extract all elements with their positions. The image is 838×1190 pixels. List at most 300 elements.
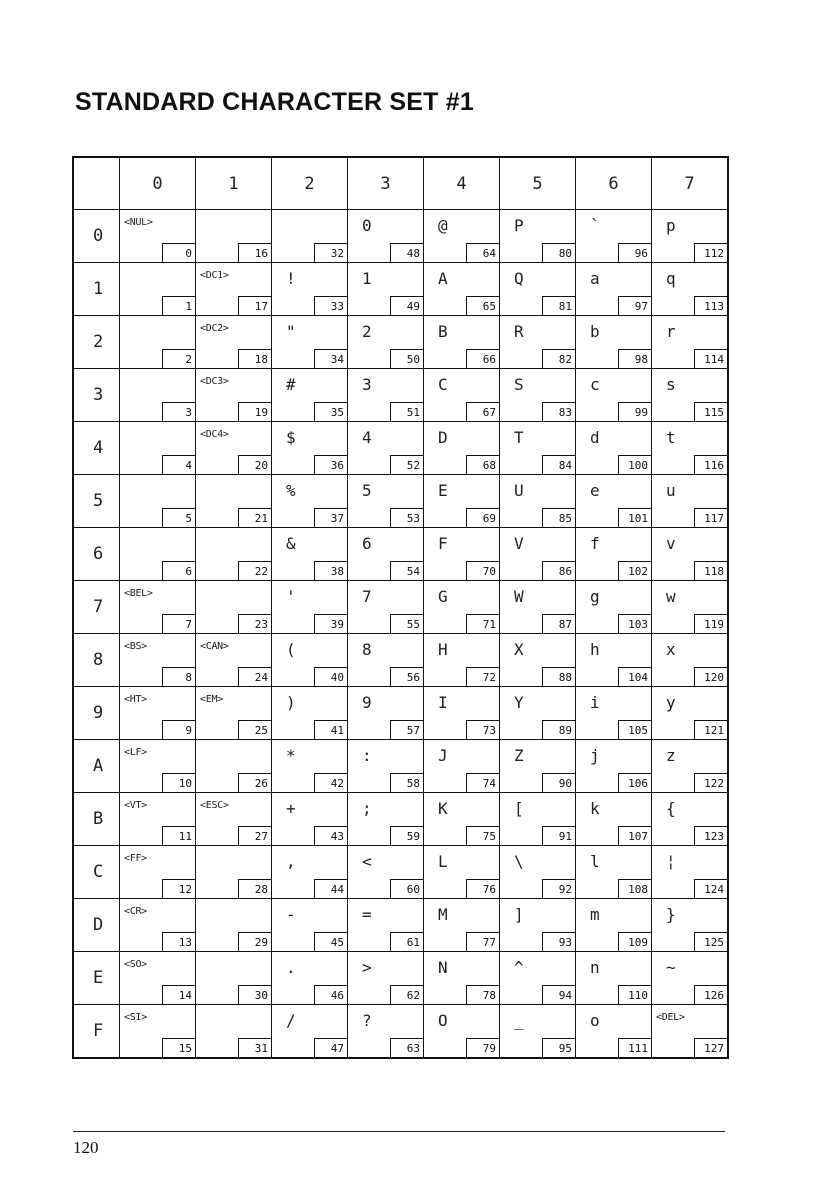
decimal-code-box: 43	[314, 826, 348, 846]
character-glyph: .	[286, 958, 296, 977]
row-header	[73, 316, 120, 369]
column-header: 0	[120, 157, 196, 210]
decimal-code-box: 115	[694, 402, 728, 422]
character-cell	[196, 952, 272, 1005]
character-cell	[576, 528, 652, 581]
character-glyph: j	[590, 746, 600, 765]
decimal-code-box: 108	[618, 879, 652, 899]
character-cell	[196, 1005, 272, 1059]
column-header: 3	[348, 157, 424, 210]
decimal-code-box: 28	[238, 879, 272, 899]
decimal-code-box: 75	[466, 826, 500, 846]
character-cell	[424, 634, 500, 687]
character-glyph: r	[666, 322, 676, 341]
table-row	[73, 369, 728, 422]
decimal-code-box: 69	[466, 508, 500, 528]
character-cell	[424, 952, 500, 1005]
decimal-code-box: 24	[238, 667, 272, 687]
character-glyph: !	[286, 269, 296, 288]
decimal-code-box: 70	[466, 561, 500, 581]
character-glyph: C	[438, 375, 448, 394]
decimal-code-box: 62	[390, 985, 424, 1005]
character-glyph: 7	[362, 587, 372, 606]
character-glyph: O	[438, 1011, 448, 1030]
character-glyph: /	[286, 1011, 296, 1030]
table-row	[73, 263, 728, 316]
character-cell	[576, 740, 652, 793]
table-row	[73, 316, 728, 369]
decimal-code-box: 124	[694, 879, 728, 899]
table-row	[73, 846, 728, 899]
character-cell	[120, 846, 196, 899]
decimal-code-box: 118	[694, 561, 728, 581]
row-header	[73, 263, 120, 316]
character-cell	[272, 581, 348, 634]
decimal-code-box: 87	[542, 614, 576, 634]
decimal-code-box: 95	[542, 1038, 576, 1058]
character-cell	[500, 899, 576, 952]
row-header-label: E	[93, 968, 104, 988]
character-cell	[272, 369, 348, 422]
decimal-code-box: 54	[390, 561, 424, 581]
character-glyph: `	[590, 216, 600, 235]
decimal-code-box: 79	[466, 1038, 500, 1058]
character-glyph: -	[286, 905, 296, 924]
character-cell	[652, 528, 729, 581]
row-header	[73, 687, 120, 740]
character-glyph: X	[514, 640, 524, 659]
character-glyph: Q	[514, 269, 524, 288]
character-glyph: 4	[362, 428, 372, 447]
character-glyph: 3	[362, 375, 372, 394]
character-glyph: =	[362, 905, 372, 924]
character-cell	[652, 1005, 729, 1059]
table-row	[73, 740, 728, 793]
decimal-code-box: 127	[694, 1038, 728, 1058]
character-glyph: <VT>	[124, 800, 147, 811]
decimal-code-box: 76	[466, 879, 500, 899]
row-header	[73, 846, 120, 899]
character-cell	[576, 899, 652, 952]
character-glyph: A	[438, 269, 448, 288]
character-glyph: D	[438, 428, 448, 447]
character-cell	[196, 475, 272, 528]
decimal-code-box: 52	[390, 455, 424, 475]
decimal-code-box: 71	[466, 614, 500, 634]
decimal-code-box: 88	[542, 667, 576, 687]
decimal-code-box: 50	[390, 349, 424, 369]
character-glyph: <DEL>	[656, 1012, 685, 1023]
character-cell	[348, 634, 424, 687]
character-cell	[272, 952, 348, 1005]
character-glyph: e	[590, 481, 600, 500]
decimal-code-box: 8	[162, 667, 196, 687]
character-cell	[348, 687, 424, 740]
decimal-code-box: 116	[694, 455, 728, 475]
character-glyph: +	[286, 799, 296, 818]
decimal-code-box: 41	[314, 720, 348, 740]
decimal-code-box: 98	[618, 349, 652, 369]
decimal-code-box: 67	[466, 402, 500, 422]
character-glyph: ,	[286, 852, 296, 871]
character-glyph: W	[514, 587, 524, 606]
table-row	[73, 581, 728, 634]
decimal-code-box: 64	[466, 243, 500, 263]
character-glyph: a	[590, 269, 600, 288]
decimal-code-box: 14	[162, 985, 196, 1005]
character-glyph: V	[514, 534, 524, 553]
row-header	[73, 899, 120, 952]
character-glyph: "	[286, 322, 296, 341]
character-glyph: 9	[362, 693, 372, 712]
character-glyph: <	[362, 852, 372, 871]
decimal-code-box: 102	[618, 561, 652, 581]
table-row	[73, 475, 728, 528]
character-glyph: '	[286, 587, 296, 606]
character-cell	[424, 263, 500, 316]
character-cell	[272, 793, 348, 846]
decimal-code-box: 110	[618, 985, 652, 1005]
character-cell	[272, 687, 348, 740]
decimal-code-box: 73	[466, 720, 500, 740]
character-cell	[500, 263, 576, 316]
character-cell	[272, 634, 348, 687]
row-header	[73, 634, 120, 687]
row-header-label: 5	[93, 491, 104, 511]
character-cell	[348, 793, 424, 846]
character-glyph: P	[514, 216, 524, 235]
character-glyph: H	[438, 640, 448, 659]
character-cell	[652, 475, 729, 528]
character-cell	[272, 740, 348, 793]
decimal-code-box: 5	[162, 508, 196, 528]
character-glyph: g	[590, 587, 600, 606]
row-header	[73, 528, 120, 581]
character-cell	[500, 422, 576, 475]
table-row	[73, 634, 728, 687]
character-glyph: m	[590, 905, 600, 924]
decimal-code-box: 16	[238, 243, 272, 263]
decimal-code-box: 68	[466, 455, 500, 475]
character-cell	[196, 740, 272, 793]
character-cell	[500, 687, 576, 740]
character-cell	[196, 316, 272, 369]
character-cell	[652, 899, 729, 952]
character-glyph: 2	[362, 322, 372, 341]
decimal-code-box: 7	[162, 614, 196, 634]
character-glyph: p	[666, 216, 676, 235]
table-row	[73, 528, 728, 581]
character-glyph: <DC4>	[200, 429, 229, 440]
character-glyph: 8	[362, 640, 372, 659]
decimal-code-box: 120	[694, 667, 728, 687]
character-table-body	[73, 157, 728, 1058]
character-glyph: B	[438, 322, 448, 341]
decimal-code-box: 48	[390, 243, 424, 263]
decimal-code-box: 40	[314, 667, 348, 687]
column-header: 2	[272, 157, 348, 210]
character-glyph: w	[666, 587, 676, 606]
character-cell	[348, 475, 424, 528]
footer-divider	[73, 1131, 725, 1132]
character-glyph: f	[590, 534, 600, 553]
character-glyph: {	[666, 799, 676, 818]
character-glyph: Z	[514, 746, 524, 765]
character-glyph: <DC2>	[200, 323, 229, 334]
character-cell	[196, 422, 272, 475]
decimal-code-box: 34	[314, 349, 348, 369]
row-header-label: 2	[93, 332, 104, 352]
character-cell	[348, 369, 424, 422]
character-cell	[652, 634, 729, 687]
decimal-code-box: 90	[542, 773, 576, 793]
character-set-table	[72, 156, 729, 1059]
character-glyph: G	[438, 587, 448, 606]
decimal-code-box: 61	[390, 932, 424, 952]
character-glyph: h	[590, 640, 600, 659]
row-header-label: D	[93, 915, 104, 935]
character-cell	[652, 740, 729, 793]
decimal-code-box: 59	[390, 826, 424, 846]
decimal-code-box: 55	[390, 614, 424, 634]
decimal-code-box: 53	[390, 508, 424, 528]
decimal-code-box: 105	[618, 720, 652, 740]
decimal-code-box: 37	[314, 508, 348, 528]
page-title: STANDARD CHARACTER SET #1	[75, 88, 475, 116]
decimal-code-box: 103	[618, 614, 652, 634]
decimal-code-box: 26	[238, 773, 272, 793]
character-cell	[652, 422, 729, 475]
character-glyph: >	[362, 958, 372, 977]
row-header-label: 0	[93, 226, 104, 246]
character-glyph: <LF>	[124, 747, 147, 758]
decimal-code-box: 66	[466, 349, 500, 369]
decimal-code-box: 121	[694, 720, 728, 740]
character-cell	[424, 210, 500, 263]
decimal-code-box: 46	[314, 985, 348, 1005]
character-cell	[652, 581, 729, 634]
character-cell	[576, 263, 652, 316]
character-cell	[196, 687, 272, 740]
decimal-code-box: 32	[314, 243, 348, 263]
character-glyph: k	[590, 799, 600, 818]
decimal-code-box: 101	[618, 508, 652, 528]
character-cell	[348, 899, 424, 952]
decimal-code-box: 47	[314, 1038, 348, 1058]
character-cell	[272, 1005, 348, 1059]
row-header-label: 7	[93, 597, 104, 617]
decimal-code-box: 9	[162, 720, 196, 740]
row-header-label: A	[93, 756, 104, 776]
character-glyph: ~	[666, 958, 676, 977]
decimal-code-box: 107	[618, 826, 652, 846]
character-cell	[120, 581, 196, 634]
decimal-code-box: 80	[542, 243, 576, 263]
character-glyph: <NUL>	[124, 217, 153, 228]
decimal-code-box: 86	[542, 561, 576, 581]
character-glyph: )	[286, 693, 296, 712]
decimal-code-box: 11	[162, 826, 196, 846]
character-glyph: x	[666, 640, 676, 659]
character-glyph: c	[590, 375, 600, 394]
decimal-code-box: 31	[238, 1038, 272, 1058]
character-glyph: E	[438, 481, 448, 500]
character-cell	[348, 422, 424, 475]
decimal-code-box: 15	[162, 1038, 196, 1058]
page-number: 120	[73, 1138, 99, 1157]
character-cell	[120, 687, 196, 740]
character-cell	[576, 581, 652, 634]
character-cell	[500, 793, 576, 846]
decimal-code-box: 21	[238, 508, 272, 528]
table-row	[73, 793, 728, 846]
character-glyph: M	[438, 905, 448, 924]
character-glyph: \	[514, 852, 524, 871]
decimal-code-box: 112	[694, 243, 728, 263]
character-cell	[348, 263, 424, 316]
character-cell	[424, 369, 500, 422]
character-cell	[348, 581, 424, 634]
decimal-code-box: 49	[390, 296, 424, 316]
row-header	[73, 740, 120, 793]
character-cell	[500, 369, 576, 422]
character-glyph: %	[286, 481, 296, 500]
decimal-code-box: 38	[314, 561, 348, 581]
decimal-code-box: 29	[238, 932, 272, 952]
character-glyph: U	[514, 481, 524, 500]
decimal-code-box: 22	[238, 561, 272, 581]
character-glyph: i	[590, 693, 600, 712]
row-header	[73, 475, 120, 528]
character-cell	[424, 687, 500, 740]
character-cell	[576, 793, 652, 846]
character-cell	[120, 369, 196, 422]
row-header	[73, 369, 120, 422]
character-cell	[500, 316, 576, 369]
character-cell	[120, 475, 196, 528]
decimal-code-box: 117	[694, 508, 728, 528]
character-cell	[652, 316, 729, 369]
character-cell	[348, 740, 424, 793]
character-cell	[652, 846, 729, 899]
character-glyph: y	[666, 693, 676, 712]
character-glyph: q	[666, 269, 676, 288]
character-cell	[120, 1005, 196, 1059]
character-cell	[196, 846, 272, 899]
decimal-code-box: 30	[238, 985, 272, 1005]
decimal-code-box: 93	[542, 932, 576, 952]
decimal-code-box: 119	[694, 614, 728, 634]
table-row	[73, 422, 728, 475]
decimal-code-box: 81	[542, 296, 576, 316]
character-cell	[272, 528, 348, 581]
table-row	[73, 210, 728, 263]
table-corner	[73, 157, 120, 210]
character-cell	[272, 422, 348, 475]
character-glyph: #	[286, 375, 296, 394]
table-row	[73, 1005, 728, 1059]
character-cell	[500, 952, 576, 1005]
character-glyph: <HT>	[124, 694, 147, 705]
decimal-code-box: 126	[694, 985, 728, 1005]
column-header: 6	[576, 157, 652, 210]
character-cell	[196, 210, 272, 263]
character-glyph: L	[438, 852, 448, 871]
row-header	[73, 952, 120, 1005]
character-glyph: o	[590, 1011, 600, 1030]
character-glyph: J	[438, 746, 448, 765]
table-row	[73, 899, 728, 952]
character-cell	[576, 475, 652, 528]
row-header	[73, 793, 120, 846]
decimal-code-box: 82	[542, 349, 576, 369]
character-glyph: 6	[362, 534, 372, 553]
character-glyph: <CR>	[124, 906, 147, 917]
character-glyph: _	[514, 1011, 524, 1030]
decimal-code-box: 92	[542, 879, 576, 899]
decimal-code-box: 72	[466, 667, 500, 687]
character-cell	[120, 740, 196, 793]
decimal-code-box: 39	[314, 614, 348, 634]
row-header-label: C	[93, 862, 104, 882]
column-header-row	[73, 157, 728, 210]
character-glyph: F	[438, 534, 448, 553]
character-cell	[196, 793, 272, 846]
character-glyph: @	[438, 216, 448, 235]
character-cell	[196, 899, 272, 952]
decimal-code-box: 106	[618, 773, 652, 793]
decimal-code-box: 10	[162, 773, 196, 793]
decimal-code-box: 104	[618, 667, 652, 687]
decimal-code-box: 91	[542, 826, 576, 846]
character-cell	[424, 1005, 500, 1059]
column-header: 1	[196, 157, 272, 210]
character-cell	[348, 952, 424, 1005]
row-header-label: 9	[93, 703, 104, 723]
decimal-code-box: 36	[314, 455, 348, 475]
character-glyph: z	[666, 746, 676, 765]
character-glyph: <DC3>	[200, 376, 229, 387]
decimal-code-box: 122	[694, 773, 728, 793]
character-glyph: <SO>	[124, 959, 147, 970]
character-glyph: <BEL>	[124, 588, 153, 599]
row-header	[73, 1005, 120, 1059]
character-cell	[348, 210, 424, 263]
decimal-code-box: 45	[314, 932, 348, 952]
character-glyph: I	[438, 693, 448, 712]
character-cell	[348, 316, 424, 369]
character-cell	[652, 687, 729, 740]
row-header	[73, 422, 120, 475]
decimal-code-box: 0	[162, 243, 196, 263]
decimal-code-box: 58	[390, 773, 424, 793]
character-cell	[424, 846, 500, 899]
character-glyph: <EM>	[200, 694, 223, 705]
row-header-label: 4	[93, 438, 104, 458]
character-cell	[652, 210, 729, 263]
character-glyph: d	[590, 428, 600, 447]
character-glyph: K	[438, 799, 448, 818]
decimal-code-box: 89	[542, 720, 576, 740]
character-glyph: ;	[362, 799, 372, 818]
character-cell	[576, 422, 652, 475]
decimal-code-box: 23	[238, 614, 272, 634]
character-cell	[120, 793, 196, 846]
decimal-code-box: 17	[238, 296, 272, 316]
character-glyph: }	[666, 905, 676, 924]
decimal-code-box: 60	[390, 879, 424, 899]
row-header-label: 3	[93, 385, 104, 405]
